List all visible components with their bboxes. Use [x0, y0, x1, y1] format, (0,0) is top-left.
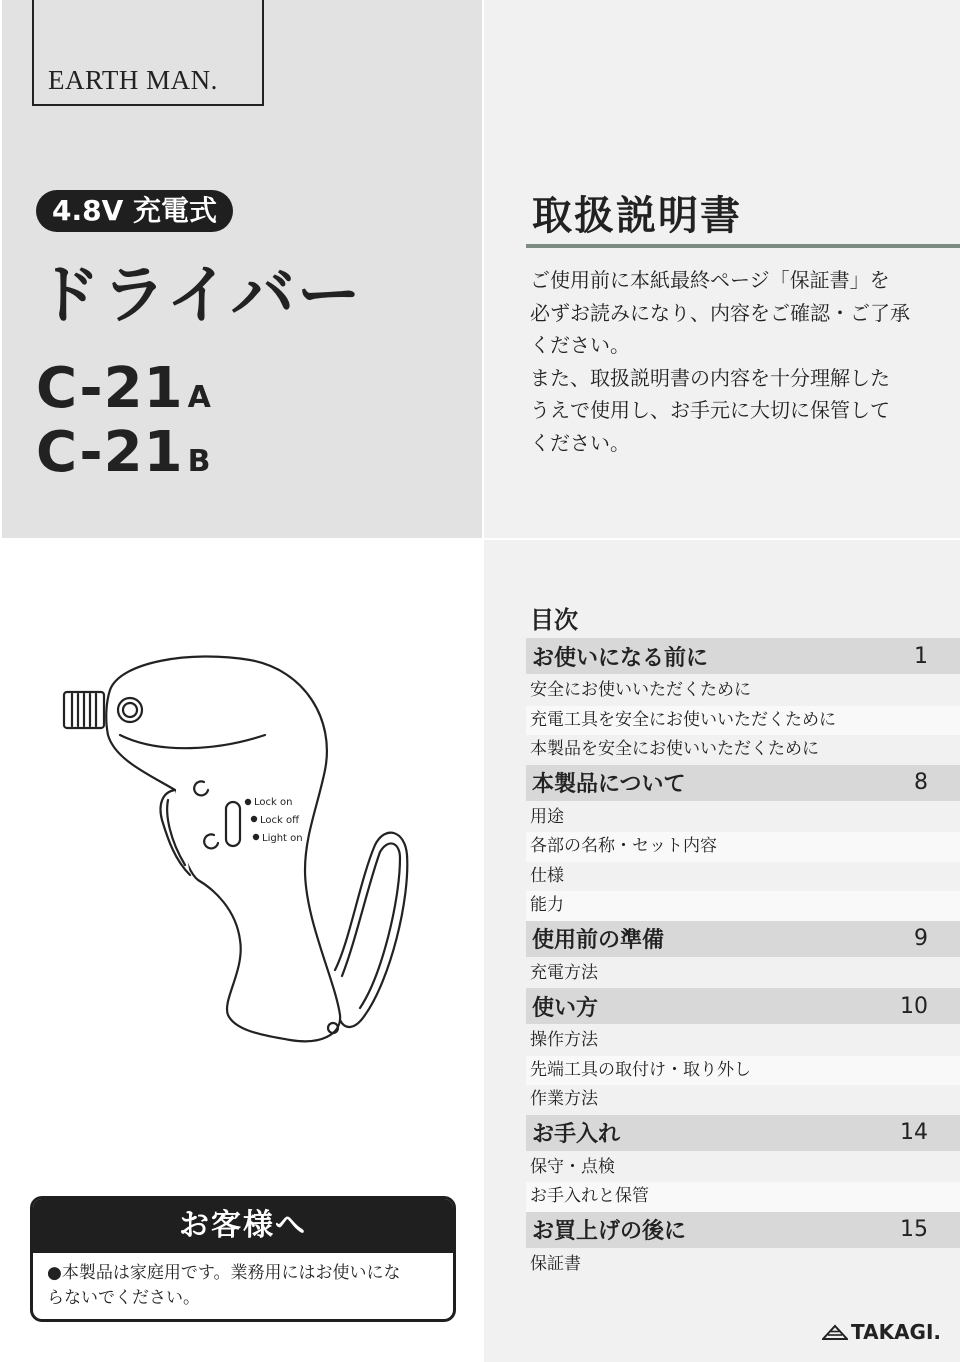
maker-logo: [822, 1320, 941, 1344]
toc-item: 保証書: [530, 1253, 581, 1274]
toc-item: お手入れと保管: [526, 1182, 960, 1212]
toc-item: 充電方法: [530, 962, 598, 983]
toc-item: 能力: [526, 891, 960, 921]
notice-body: ●本製品は家庭用です。業務用にはお使いにな らないでください。: [47, 1263, 401, 1308]
table-of-contents: [526, 638, 960, 1279]
model-number-a: C-21 A: [36, 356, 212, 421]
product-name: ドライバー: [36, 259, 363, 333]
toc-item: 本製品を安全にお使いいただくために: [530, 739, 819, 759]
notice-heading: お客様へ: [33, 1199, 453, 1253]
customer-notice: [30, 1196, 456, 1322]
toc-item: 安全にお使いいただくために: [530, 680, 751, 700]
toc-item: 用途: [530, 806, 564, 827]
maker-name: TAKAGI.: [851, 1320, 941, 1344]
toc-heading: 目次: [530, 606, 578, 634]
intro-text: ご使用前に本紙最終ページ「保証書」を 必ずお読みになり、内容をご確認・ご了承 ください。 また、取扱説明書の内容を十分理解した うえで使用し、お手元に大切に保管して ください。: [530, 268, 910, 455]
manual-title: 取扱説明書: [532, 193, 742, 239]
toc-item: 操作方法: [530, 1030, 598, 1050]
toc-item: 各部の名称・セット内容: [526, 832, 960, 862]
brand-logo: [32, 0, 264, 106]
toc-item: 仕様: [530, 865, 564, 886]
toc-item: 保守・点検: [530, 1156, 615, 1177]
title-divider: [526, 244, 960, 248]
lock-on-label: Lock on: [254, 797, 293, 808]
toc-item: 作業方法: [530, 1089, 598, 1109]
toc-section: 使い方 10: [526, 988, 960, 1024]
takagi-roof-icon: [822, 1324, 848, 1340]
toc-item: 充電工具を安全にお使いいただくために: [526, 706, 960, 736]
model-number-b: C-21 B: [36, 420, 212, 485]
toc-item: 先端工具の取付け・取り外し: [526, 1056, 960, 1086]
drill-illustration: [50, 640, 430, 1060]
toc-section: お手入れ 14: [526, 1115, 960, 1151]
brand-logo-text: EARTH MAN.: [48, 65, 218, 95]
toc-section: 使用前の準備 9: [526, 921, 960, 957]
lock-off-label: Lock off: [260, 815, 299, 826]
light-on-label: Light on: [262, 833, 303, 844]
toc-section: お使いになる前に 1: [526, 638, 960, 674]
spec-badge: 4.8V 充電式: [36, 190, 233, 232]
toc-section: お買上げの後に 15: [526, 1212, 960, 1248]
toc-section: 本製品について 8: [526, 765, 960, 801]
